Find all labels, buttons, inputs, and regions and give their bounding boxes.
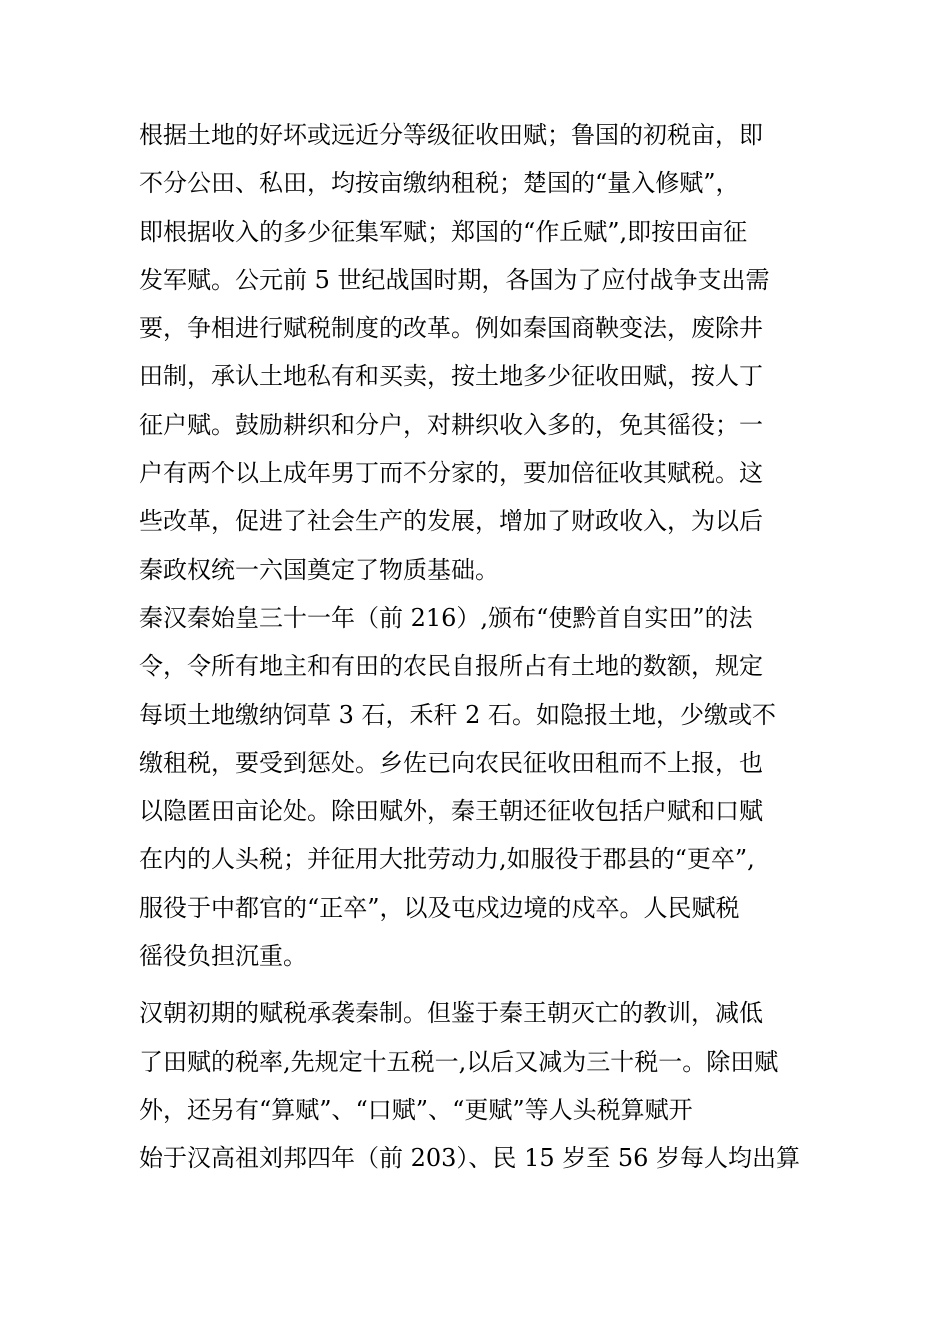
document-body xyxy=(139,111,819,1183)
text-line: 缴租税，要受到惩处。乡佐已向农民征收田租而不上报，也 xyxy=(139,748,763,777)
text-line: 外，还另有“算赋”、“口赋”、“更赋”等人头税算赋开 xyxy=(139,1095,693,1124)
text-line: 秦政权统一六国奠定了物质基础。 xyxy=(139,555,499,584)
paragraph-spacer xyxy=(139,980,819,989)
text-line: 始于汉高祖刘邦四年（前 203）、民 15 岁至 56 岁每人均出算 xyxy=(139,1144,801,1173)
text-line: 要，争相进行赋税制度的改革。例如秦国商鞅变法，废除井 xyxy=(139,314,763,343)
text-line: 汉朝初期的赋税承袭秦制。但鉴于秦王朝灭亡的教训，减低 xyxy=(139,999,763,1028)
text-line: 每顷土地缴纳饲草 3 石，禾秆 2 石。如隐报土地，少缴或不 xyxy=(139,700,777,729)
text-line: 以隐匿田亩论处。除田赋外，秦王朝还征收包括户赋和口赋 xyxy=(139,797,763,826)
text-line: 发军赋。公元前 5 世纪战国时期，各国为了应付战争支出需 xyxy=(139,265,770,294)
text-line: 令，令所有地主和有田的农民自报所占有土地的数额，规定 xyxy=(139,652,763,681)
text-line: 即根据收入的多少征集军赋；郑国的“作丘赋”,即按田亩征 xyxy=(139,217,748,246)
text-line: 根据土地的好坏或远近分等级征收田赋；鲁国的初税亩，即 xyxy=(139,121,763,149)
text-line: 在内的人头税；并征用大批劳动力,如服役于郡县的“更卒”, xyxy=(139,845,755,874)
text-line: 秦汉秦始皇三十一年（前 216）,颁布“使黔首自实田”的法 xyxy=(139,603,753,632)
text-line: 不分公田、私田，均按亩缴纳租税；楚国的“量入修赋”， xyxy=(139,169,740,198)
text-line: 田制，承认土地私有和买卖，按土地多少征收田赋，按人丁 xyxy=(139,362,763,391)
text-line: 户有两个以上成年男丁而不分家的，要加倍征收其赋税。这 xyxy=(139,459,763,488)
paragraph-han-dynasty xyxy=(139,989,819,1182)
text-line: 些改革，促进了社会生产的发展，增加了财政收入，为以后 xyxy=(139,507,763,536)
text-line: 了田赋的税率,先规定十五税一,以后又减为三十税一。除田赋 xyxy=(139,1047,779,1076)
text-line: 徭役负担沉重。 xyxy=(139,942,307,971)
text-line: 服役于中都官的“正卒”，以及屯戍边境的戍卒。人民赋税 xyxy=(139,893,740,922)
text-line: 征户赋。鼓励耕织和分户，对耕织收入多的，免其徭役；一 xyxy=(139,410,763,439)
paragraph-qin-dynasty xyxy=(139,594,819,980)
paragraph-warring-states xyxy=(139,111,819,594)
